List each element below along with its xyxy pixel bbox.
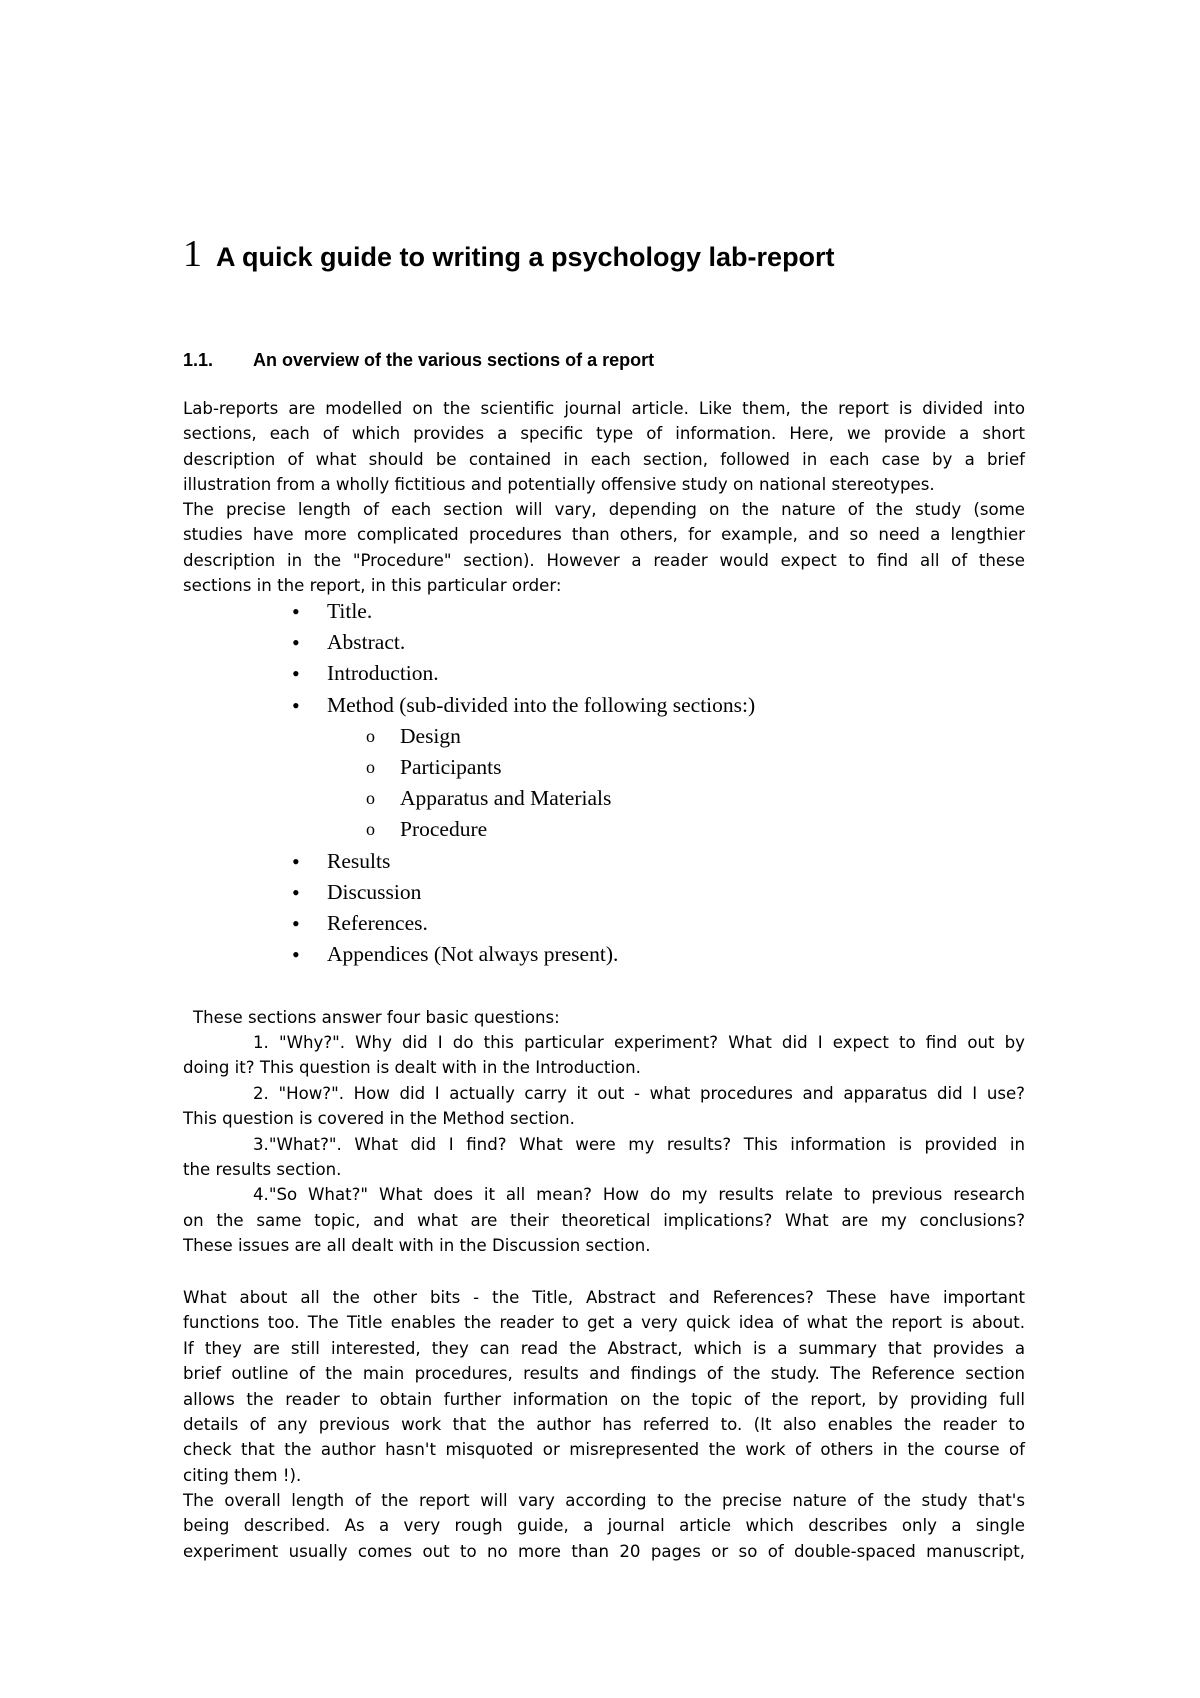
text-line: allows the reader to obtain further information on the topic of the report, by providing full [183, 1389, 1025, 1409]
overall-length-paragraph [183, 1488, 1025, 1564]
text-line: 1. "Why?". Why did I do this particular experiment? What did I expect to find out by [253, 1033, 1025, 1052]
list-item-abstract: • Abstract. [0, 627, 755, 658]
text-line: being described. As a very rough guide, a journal article which describes only a single [183, 1516, 1025, 1536]
list-item-introduction: • Introduction. [0, 658, 755, 689]
other-bits-paragraph [183, 1285, 1025, 1488]
text-line: details of any previous work that the author has referred to. (It also enables the reader to [183, 1415, 1025, 1435]
text-line: description in the "Procedure" section). However a reader would expect to find all of these [183, 550, 1025, 570]
question-item [183, 1132, 1025, 1183]
question-item [183, 1030, 1025, 1081]
text-line: 2. "How?". How did I actually carry it out - what procedures and apparatus did I use? [253, 1083, 1025, 1103]
text-line: What about all the other bits - the Title, Abstract and References? These have important [183, 1288, 1025, 1307]
chapter-number: 1 [183, 233, 202, 275]
question-item [183, 1182, 1025, 1258]
text-line: citing them !). [183, 1465, 302, 1485]
chapter-heading [183, 232, 1083, 276]
text-line: sections, each of which provides a specific type of information. Here, we provide a short [183, 424, 1025, 444]
text-line: functions too. The Title enables the reader to get a very quick idea of what the report is about. [183, 1313, 1025, 1333]
sub-item-participants: o Participants [0, 752, 755, 783]
list-item-discussion: • Discussion [0, 877, 755, 908]
text-line: The overall length of the report will vary according to the precise nature of the study that's [183, 1491, 1025, 1510]
text-line: doing it? This question is dealt with in the Introduction. [183, 1058, 641, 1078]
length-paragraph [183, 497, 1025, 599]
text-line: sections in the report, in this particular order: [183, 576, 562, 596]
text-line: Lab-reports are modelled on the scientific journal article. Like them, the report is divided into [183, 399, 1025, 418]
text-line: 3."What?". What did I find? What were my results? This information is provided in [253, 1134, 1025, 1154]
text-line: 4."So What?" What does it all mean? How do my results relate to previous research [253, 1185, 1025, 1205]
list-item-references: • References. [0, 908, 755, 939]
text-line: description of what should be contained in each section, followed in each case by a brief [183, 449, 1025, 469]
text-line: The precise length of each section will vary, depending on the nature of the study (some [183, 500, 1025, 519]
intro-paragraph [183, 396, 1025, 498]
chapter-title: A quick guide to writing a psychology lab-report [216, 242, 835, 272]
text-line: the results section. [183, 1160, 342, 1180]
list-item-appendices: • Appendices (Not always present). [0, 939, 755, 970]
section-number: 1.1. [183, 350, 214, 370]
list-item-title: • Title. [0, 596, 755, 627]
text-line: check that the author hasn't misquoted or misrepresented the work of others in the course of [183, 1440, 1025, 1460]
sub-item-apparatus: o Apparatus and Materials [0, 783, 755, 814]
text-line: on the same topic, and what are their theoretical implications? What are my conclusions? [183, 1210, 1025, 1230]
report-sections-list [0, 596, 755, 970]
text-line: studies have more complicated procedures than others, for example, and so need a lengthier [183, 525, 1025, 545]
text-line: brief outline of the main procedures, results and findings of the study. The Reference section [183, 1364, 1025, 1384]
section-heading [183, 350, 654, 371]
question-item [183, 1081, 1025, 1132]
text-line: experiment usually comes out to no more than 20 pages or so of double-spaced manuscript, [183, 1541, 1025, 1561]
text-line: If they are still interested, they can read the Abstract, which is a summary that provides a [183, 1338, 1025, 1358]
text-line: These issues are all dealt with in the Discussion section. [183, 1236, 651, 1256]
list-item-method: • Method (sub-divided into the following sections:) [0, 690, 755, 721]
section-title: An overview of the various sections of a report [253, 350, 655, 370]
sub-item-procedure: o Procedure [0, 814, 755, 845]
text-line: illustration from a wholly fictitious and potentially offensive study on national stereotypes. [183, 475, 935, 495]
questions-intro: These sections answer four basic questions: [193, 1008, 560, 1027]
sub-item-design: o Design [0, 721, 755, 752]
questions-list [183, 1030, 1025, 1259]
text-line: This question is covered in the Method section. [183, 1109, 575, 1129]
list-item-results: • Results [0, 846, 755, 877]
